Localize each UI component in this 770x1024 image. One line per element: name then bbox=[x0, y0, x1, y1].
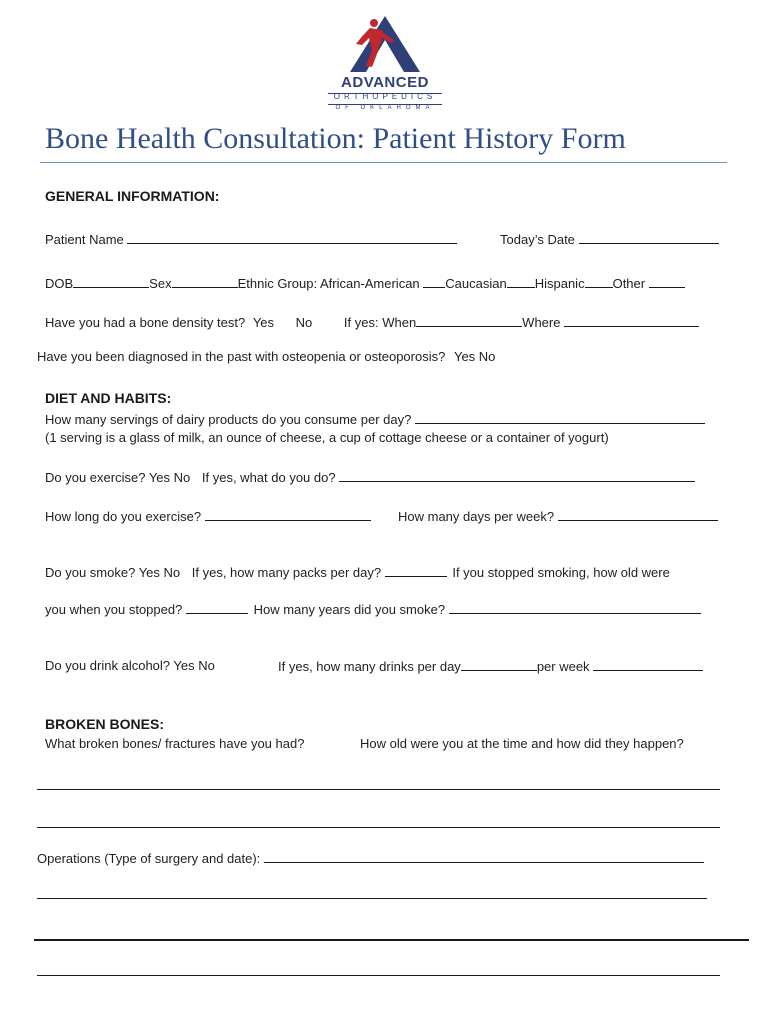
operations-line-2[interactable] bbox=[37, 898, 707, 899]
exercise-row bbox=[45, 469, 695, 485]
dob-label: DOB bbox=[45, 276, 74, 291]
per-week-label: per week bbox=[536, 659, 590, 674]
smoke-row bbox=[45, 564, 670, 580]
alcohol-row bbox=[45, 658, 215, 673]
density-row bbox=[45, 314, 699, 330]
fractures-question: What broken bones/ fractures have you had? bbox=[45, 736, 305, 751]
sex-label: Sex bbox=[149, 276, 172, 291]
diagnosed-question: Have you been diagnosed in the past with osteopenia or osteoporosis? bbox=[37, 349, 446, 364]
operations-row bbox=[37, 850, 704, 866]
drinks-row bbox=[278, 658, 703, 674]
exercise-long-field[interactable] bbox=[205, 508, 371, 521]
exercise-what-field[interactable] bbox=[339, 469, 695, 482]
patient-name-field[interactable] bbox=[127, 231, 457, 244]
section-divider bbox=[34, 939, 749, 941]
diagnosed-yes-no[interactable]: Yes No bbox=[453, 349, 496, 364]
days-week-field[interactable] bbox=[558, 508, 718, 521]
other-label: Other bbox=[612, 276, 646, 291]
stopped-label: If you stopped smoking, how old were bbox=[452, 565, 670, 580]
ethnic-label: Ethnic Group: African-American bbox=[237, 276, 420, 291]
patient-name-label: Patient Name bbox=[45, 232, 124, 247]
operations-field[interactable] bbox=[264, 850, 704, 863]
operations-label: Operations (Type of surgery and date): bbox=[37, 851, 261, 866]
todays-date-row bbox=[500, 231, 719, 247]
dairy-question: How many servings of dairy products do you consume per day? bbox=[45, 412, 412, 427]
smoke-question[interactable]: Do you smoke? Yes No bbox=[45, 565, 181, 580]
stopped-row bbox=[45, 601, 701, 617]
exercise-long-row bbox=[45, 508, 371, 524]
other-field[interactable] bbox=[649, 275, 685, 288]
bones-heading: BROKEN BONES: bbox=[45, 716, 165, 732]
operations-line-3[interactable] bbox=[37, 975, 720, 976]
fracture-line-1[interactable] bbox=[37, 789, 720, 790]
days-week-label: How many days per week? bbox=[398, 509, 555, 524]
page-title: Bone Health Consultation: Patient History Form bbox=[45, 122, 626, 155]
density-when-label: If yes: When bbox=[343, 315, 417, 330]
how-old-question: How old were you at the time and how did they happen? bbox=[360, 736, 684, 751]
african-american-field[interactable] bbox=[423, 275, 445, 288]
dairy-note: (1 serving is a glass of milk, an ounce of cheese, a cup of cottage cheese or a container of yogurt) bbox=[45, 430, 609, 445]
exercise-question[interactable]: Do you exercise? Yes No bbox=[45, 470, 191, 485]
packs-field[interactable] bbox=[385, 564, 447, 577]
fracture-line-2[interactable] bbox=[37, 827, 720, 828]
logo-location: OF OKLAHOMA bbox=[335, 105, 435, 111]
density-question: Have you had a bone density test? bbox=[45, 315, 246, 330]
dairy-row bbox=[45, 411, 705, 427]
hispanic-label: Hispanic bbox=[534, 276, 585, 291]
logo-mark-icon bbox=[322, 14, 448, 76]
days-week-row bbox=[398, 508, 718, 524]
density-when-field[interactable] bbox=[416, 314, 522, 327]
exercise-long-label: How long do you exercise? bbox=[45, 509, 202, 524]
general-heading: GENERAL INFORMATION: bbox=[45, 188, 220, 204]
caucasian-field[interactable] bbox=[507, 275, 535, 288]
diet-heading: DIET AND HABITS: bbox=[45, 390, 172, 406]
exercise-what-label: If yes, what do you do? bbox=[201, 470, 336, 485]
density-where-label: Where bbox=[522, 315, 561, 330]
years-smoke-field[interactable] bbox=[449, 601, 701, 614]
dob-row bbox=[45, 275, 685, 291]
logo bbox=[322, 14, 448, 114]
packs-label: If yes, how many packs per day? bbox=[191, 565, 382, 580]
stopped-age-field[interactable] bbox=[186, 601, 248, 614]
drinks-day-field[interactable] bbox=[461, 658, 537, 671]
hispanic-field[interactable] bbox=[585, 275, 613, 288]
drinks-day-label: If yes, how many drinks per day bbox=[278, 659, 461, 674]
sex-field[interactable] bbox=[172, 275, 238, 288]
todays-date-label: Today’s Date bbox=[500, 232, 575, 247]
diagnosed-row bbox=[37, 349, 495, 364]
patient-name-row bbox=[45, 231, 457, 247]
per-week-field[interactable] bbox=[593, 658, 703, 671]
logo-subtitle: ORTHOPEDICS bbox=[333, 92, 437, 101]
title-divider bbox=[40, 162, 727, 163]
todays-date-field[interactable] bbox=[579, 231, 719, 244]
density-where-field[interactable] bbox=[564, 314, 699, 327]
caucasian-label: Caucasian bbox=[445, 276, 507, 291]
logo-name: ADVANCED bbox=[341, 74, 429, 91]
dairy-field[interactable] bbox=[415, 411, 705, 424]
alcohol-question[interactable]: Do you drink alcohol? Yes No bbox=[45, 658, 215, 673]
density-yes[interactable]: Yes bbox=[252, 315, 275, 330]
density-no[interactable]: No bbox=[295, 315, 313, 330]
dob-field[interactable] bbox=[73, 275, 149, 288]
years-smoke-label: How many years did you smoke? bbox=[253, 602, 446, 617]
stopped-label-2: you when you stopped? bbox=[45, 602, 183, 617]
